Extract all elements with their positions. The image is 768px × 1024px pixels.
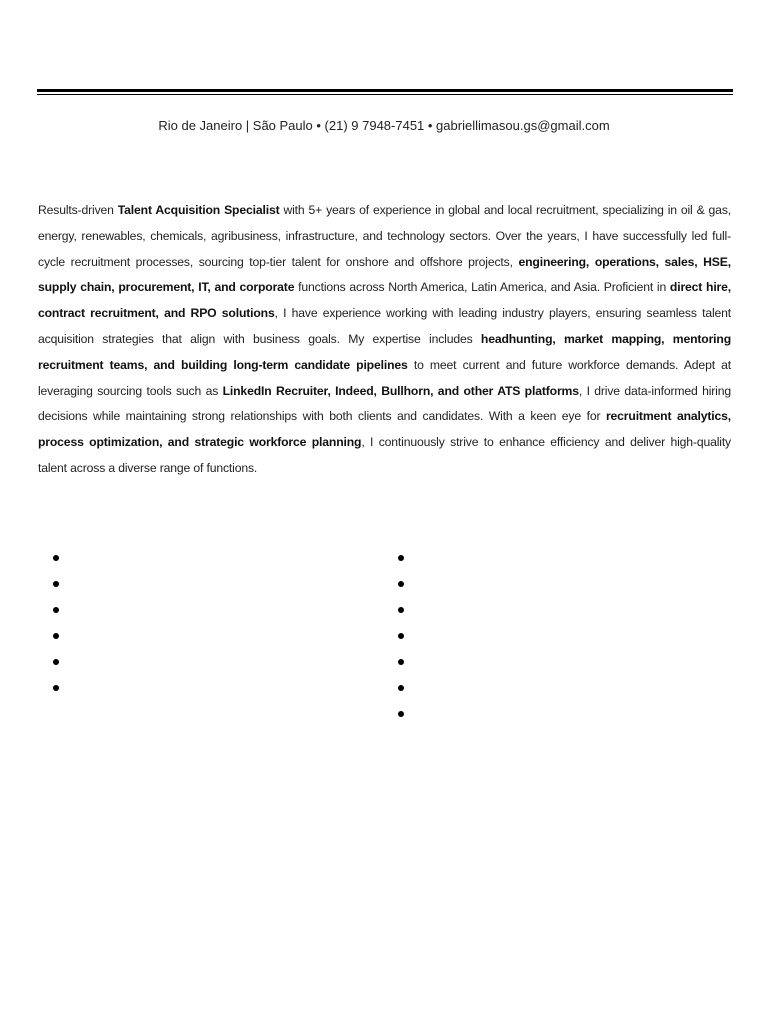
header-rule-thin bbox=[37, 94, 733, 95]
summary-text: , I have experience working with leading industry players, ensuring seamless talent acquisition strategies that align with business goals. My expertise includes bbox=[38, 306, 731, 346]
bullet-dot-icon bbox=[398, 555, 404, 561]
bullet-dot-icon bbox=[398, 633, 404, 639]
bullet-dot-icon bbox=[53, 607, 59, 613]
summary-highlight: engineering, operations, sales, HSE, supply chain, procurement, IT, and corporate bbox=[38, 254, 732, 295]
professional-summary bbox=[38, 198, 731, 482]
bullet-dot-icon bbox=[53, 633, 59, 639]
summary-highlight: direct hire, contract recruitment, and RPO solutions bbox=[38, 280, 732, 321]
bullet-dot-icon bbox=[53, 659, 59, 665]
bullet-dot-icon bbox=[398, 659, 404, 665]
bullet-dot-icon bbox=[53, 555, 59, 561]
summary-highlight: headhunting, market mapping, mentoring recruitment teams, and building long-term candidate pipelines bbox=[38, 331, 731, 372]
bullet-dot-icon bbox=[398, 607, 404, 613]
bullet-dot-icon bbox=[53, 685, 59, 691]
bullet-dot-icon bbox=[53, 581, 59, 587]
summary-highlight: Talent Acquisition Specialist bbox=[117, 203, 280, 217]
bullet-dot-icon bbox=[398, 711, 404, 717]
summary-highlight: recruitment analytics, process optimization, and strategic workforce planning bbox=[38, 409, 731, 450]
summary-text: functions across North America, Latin America, and Asia. Proficient in bbox=[294, 280, 670, 295]
bullet-dot-icon bbox=[398, 685, 404, 691]
bullet-dot-icon bbox=[398, 581, 404, 587]
summary-text: Results-driven bbox=[38, 203, 118, 217]
summary-text: to meet current and future workforce demands. Adept at leveraging sourcing tools such as bbox=[38, 357, 732, 398]
summary-text: , I drive data-informed hiring decisions while maintaining strong relationships with both clients and candidates. With a keen eye for bbox=[38, 383, 731, 424]
contact-line: Rio de Janeiro | São Paulo • (21) 9 7948-7451 • gabriellimasou.gs@gmail.com bbox=[158, 118, 610, 133]
header-rule-thick bbox=[37, 89, 733, 92]
summary-highlight: LinkedIn Recruiter, Indeed, Bullhorn, and other ATS platforms bbox=[222, 383, 579, 398]
summary-text: with 5+ years of experience in global and local recruitment, specializing in oil & gas, energy, renewables, chemicals, agribusiness, infrastructure, and technology sectors. Over the years, I have successfully led full-cycle recruitment processes, sourcing top-tier talent for onshore and offshore projects, bbox=[38, 203, 731, 269]
summary-text: , I continuously strive to enhance efficiency and deliver high-quality talent across a diverse range of functions. bbox=[38, 435, 731, 475]
